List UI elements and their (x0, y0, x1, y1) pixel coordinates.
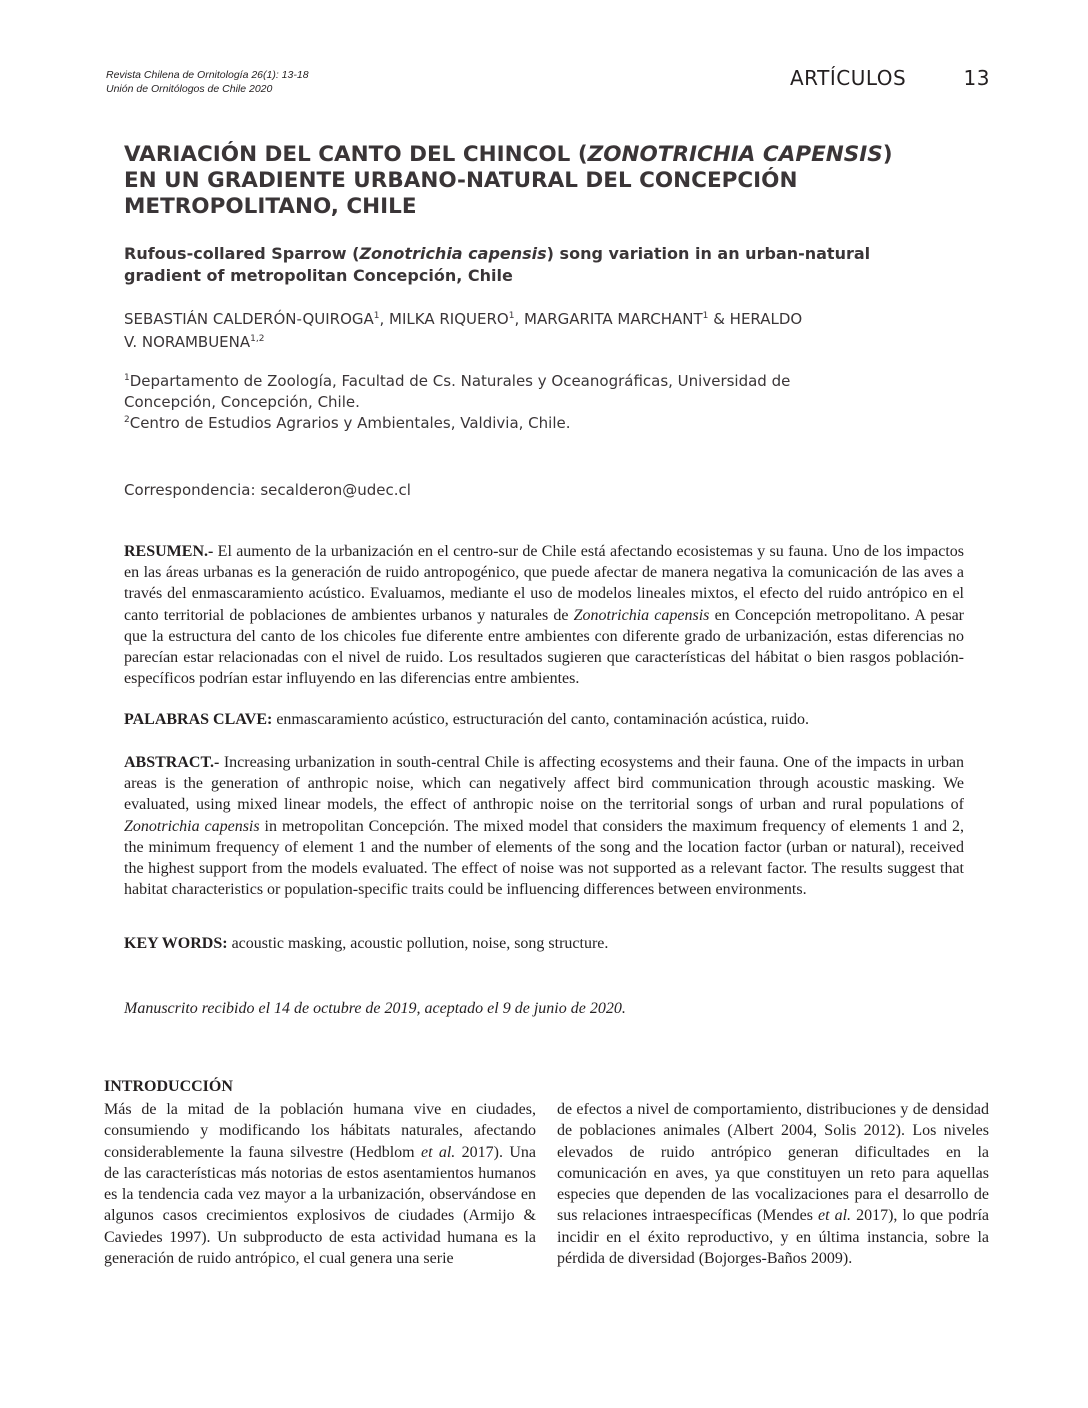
intro-etal: et al. (420, 1143, 456, 1161)
intro-heading: INTRODUCCIÓN (104, 1078, 233, 1095)
intro-column-right (557, 1099, 989, 1269)
english-title (124, 243, 954, 287)
affiliation-1-line-2: Concepción, Concepción, Chile. (124, 393, 360, 411)
resumen-paragraph (124, 541, 964, 689)
intro-column-left (104, 1099, 536, 1269)
author-list (124, 308, 964, 354)
palabras-clave-text: enmascaramiento acústico, estructuración del canto, contaminación acústica, ruido. (272, 711, 809, 728)
author-name: SEBASTIÁN CALDERÓN-QUIROGA (124, 310, 374, 328)
title-text: ) (882, 142, 893, 167)
author-name: MARGARITA MARCHANT (524, 310, 703, 328)
palabras-clave-label: PALABRAS CLAVE: (124, 711, 273, 728)
abstract-paragraph (124, 752, 964, 900)
section-label: ARTÍCULOS (790, 66, 907, 90)
journal-line-1: Revista Chilena de Ornitología 26(1): 13-18 (106, 69, 309, 81)
author-affil: 1 (373, 311, 380, 321)
author-affil: 1 (508, 311, 515, 321)
subtitle-text: ) song variation in an urban-natural (546, 244, 871, 263)
subtitle-species: Zonotrichia capensis (359, 244, 547, 263)
affil-text: Departamento de Zoología, Facultad de Cs. Naturales y Oceanográficas, Universidad de (129, 372, 791, 390)
abstract-label: ABSTRACT.- (124, 754, 220, 771)
affil-number: 2 (124, 415, 130, 425)
affiliation-1-line-1 (124, 371, 964, 392)
author-affil: 1 (702, 311, 709, 321)
affiliations (124, 371, 964, 434)
key-words-text: acoustic masking, acoustic pollution, noise, song structure. (227, 935, 609, 952)
abstract-text: in metropolitan Concepción. The mixed model that considers the maximum frequency of elements 1 and 2, the minimum frequency of element 1 and the number of elements of the song and the location factor (urban or natural), received the highest support from the models evaluated. The effect of noise was not supported as a relevant factor. The results suggest that habitat characteristics or population-specific traits could be influencing differences between environments. (124, 817, 964, 899)
author-name: V. NORAMBUENA (124, 333, 251, 351)
received-date: Manuscrito recibido el 14 de octubre de 2019, aceptado el 9 de junio de 2020. (124, 1000, 626, 1017)
resumen-text: en Concepción metropolitano. A pesar que la estructura del canto de los chicoles fue diferente entre ambientes con diferente grado de urbanización, estas diferencias no parecían estar relacionadas con el nivel de ruido. Los resultados sugieren que características del hábitat o bien rasgos población-específicos podrían estar influyendo en las diferencias entre ambientes. (124, 606, 965, 688)
key-words-label: KEY WORDS: (124, 935, 228, 952)
title-line-1 (124, 142, 964, 168)
title-line-2: EN UN GRADIENTE URBANO-NATURAL DEL CONCEPCIÓN (124, 168, 798, 193)
title-line-3: METROPOLITANO, CHILE (124, 194, 417, 219)
section-header (790, 66, 990, 90)
abstract-species: Zonotrichia capensis (124, 817, 260, 835)
page-number: 13 (963, 66, 990, 90)
author-name: MILKA RIQUERO (389, 310, 509, 328)
resumen-label: RESUMEN.- (124, 543, 214, 560)
authors-line-1: SEBASTIÁN CALDERÓN-QUIROGA$^1$, MILKA RIQUERO$^1$, MARGARITA MARCHANT$^1$ & HERALDO (124, 310, 803, 328)
title-species: ZONOTRICHIA CAPENSIS (587, 142, 883, 167)
intro-etal: et al. (818, 1207, 852, 1225)
subtitle-text: Rufous-collared Sparrow ( (124, 244, 360, 263)
intro-text: 2017), lo que podría incidir en el éxito reproductivo, y en última instancia, sobre la pérdida de diversidad (Bojorges-Baños 2009). (557, 1207, 989, 1268)
journal-line-2: Unión de Ornitólogos de Chile 2020 (106, 83, 273, 95)
subtitle-line-1 (124, 243, 954, 265)
intro-text: 2017). Una de las características más notorias de estos asentamientos humanos es la tendencia cada vez mayor a la urbanización, observándose en algunos casos crecimientos explosivos de ciudades (Armijo & Caviedes 1997). Un subproducto de esta actividad humana es la generación de ruido antrópico, el cual genera una serie (104, 1143, 536, 1268)
resumen-species: Zonotrichia capensis (573, 606, 710, 624)
author-name: HERALDO (729, 310, 803, 328)
intro-text: Más de la mitad de la población humana vive en ciudades, consumiendo y modificando los hábitats naturales, afectando considerablemente la fauna silvestre (Hedblom (104, 1101, 536, 1161)
article-title (124, 142, 964, 220)
correspondence: Correspondencia: secalderon@udec.cl (124, 481, 411, 499)
affil-number: 1 (124, 373, 130, 383)
abstract-text: Increasing urbanization in south-central Chile is affecting ecosystems and their fauna. One of the impacts in urban areas is the generation of anthropic noise, which can negatively affect bird communication through acoustic masking. We evaluated, using mixed linear models, the effect of anthropic noise on the territorial songs of urban and rural populations of (124, 754, 964, 814)
title-text: VARIACIÓN DEL CANTO DEL CHINCOL ( (124, 142, 588, 167)
subtitle-line-2: gradient of metropolitan Concepción, Chile (124, 266, 513, 285)
intro-text: de efectos a nivel de comportamiento, distribuciones y de densidad de poblaciones animales (Albert 2004, Solis 2012). Los niveles elevados de ruido antrópico generan dificultades en la comunicación en aves, ya que constituyen un reto para aquellas especies que dependen de las vocalizaciones para el desarrollo de sus relaciones intraespecíficas (Mendes (557, 1101, 989, 1225)
affil-text: Centro de Estudios Agrarios y Ambientales, Valdivia, Chile. (129, 414, 571, 432)
journal-citation (106, 68, 309, 96)
affiliation-2 (124, 413, 964, 434)
author-affil: 1,2 (250, 334, 265, 344)
resumen-text: El aumento de la urbanización en el centro-sur de Chile está afectando ecosistemas y su fauna. Uno de los impactos en las áreas urbanas es la generación de ruido antropogénico, que puede afectar de manera negativa la comunicación de las aves a través del enmascaramiento acústico. Evaluamos, mediante el uso de modelos lineales mixtos, el efecto del ruido antrópico en el canto territorial de poblaciones de ambientes urbanos y naturales de (124, 543, 964, 624)
author-amp: & (713, 310, 725, 328)
key-words (124, 933, 964, 954)
authors-line-2 (124, 331, 964, 354)
palabras-clave (124, 709, 964, 730)
